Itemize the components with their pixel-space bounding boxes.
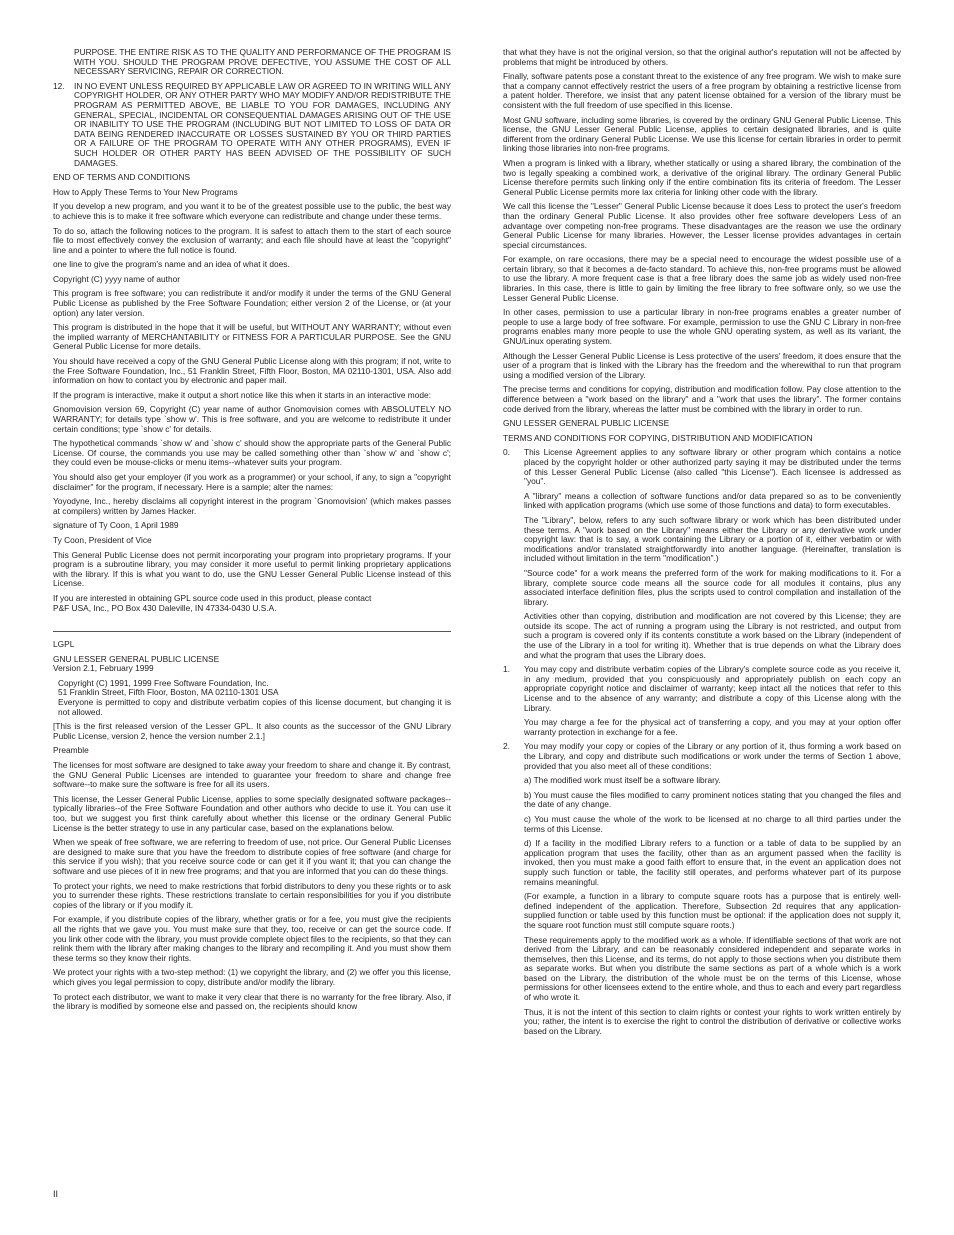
terms-heading: TERMS AND CONDITIONS FOR COPYING, DISTRIBUTION AND MODIFICATION <box>503 432 813 443</box>
end-of-terms-heading: END OF TERMS AND CONDITIONS <box>53 172 191 183</box>
section-2 <box>503 742 901 771</box>
paragraph: c) You must cause the whole of the work to be licensed at no charge to all third parties under the terms of this License. <box>524 813 901 834</box>
paragraph: (For example, a function in a library to compute square roots has a purpose that is entirely well-defined independent of the application. Therefore, Subsection 2d requires that any application-supplied function or table used by this function must be optional: if the application does not supply it, the square root function must still compute square roots.) <box>524 891 901 930</box>
paragraph: Copyright (C) yyyy name of author <box>53 273 181 284</box>
section-1 <box>503 665 901 713</box>
paragraph: You may charge a fee for the physical act of transferring a copy, and you may at your option offer warranty protection in exchange for a fee. <box>524 717 901 737</box>
preamble-heading: Preamble <box>53 745 89 756</box>
paragraph: This General Public License does not permit incorporating your program into proprietary programs. If your program is a subroutine library, you may consider it more useful to permit linking proprietary applications with the library. If this is what you want to do, use the GNU Lesser General Public License instead of this License. <box>53 549 451 589</box>
paragraph: A "library" means a collection of software functions and/or data prepared so as to be conveniently linked with application programs (which use some of those functions and data) to form executables. <box>524 490 901 511</box>
paragraph: You should also get your employer (if you work as a programmer) or your school, if any, to sign a "copyright disclaimer" for the program, if necessary. Here is a sample; alter the names: <box>53 471 451 492</box>
paragraph: one line to give the program's name and an idea of what it does. <box>53 259 290 270</box>
contact-address: P&F USA, Inc., PO Box 430 Daleville, IN 47334-0430 U.S.A. <box>53 602 277 613</box>
paragraph: To protect your rights, we need to make restrictions that forbid distributors to deny you these rights or to ask you to surrender these rights. These restrictions translate to certain responsibilities for you if you distribute copies of the library or if you modify it. <box>53 880 451 910</box>
paragraph: If the program is interactive, make it output a short notice like this when it starts in an interactive mode: <box>53 389 431 400</box>
copyright-permission: Everyone is permitted to copy and distribute verbatim copies of this license document, but changing it is not allowed. <box>58 697 451 717</box>
paragraph: The hypothetical commands `show w' and `show c' should show the appropriate parts of the General Public License. Of course, the commands you use may be called something other than `show w' and `show c'; they could even be mouse-clicks or menu items--whatever suits your program. <box>53 438 451 468</box>
lgpl-title-block <box>53 655 451 674</box>
section-text: You may copy and distribute verbatim copies of the Library's complete source code as you receive it, in any medium, provided that you conspicuously and appropriately publish on each copy an appropriate copyright notice and disclaimer of warranty; keep intact all the notices that refer to this License and to the absence of any warranty; and distribute a copy of this License along with the Library. <box>524 664 901 713</box>
paragraph: Most GNU software, including some libraries, is covered by the ordinary GNU General Public License. This license, the GNU Lesser General Public License, applies to certain designated libraries, and is quite different from the ordinary General Public License. We use this license for certain libraries in order to permit linking those libraries into non-free programs. <box>503 114 901 154</box>
paragraph: Finally, software patents pose a constant threat to the existence of any free program. We wish to make sure that a company cannot effectively restrict the users of a free program by obtaining a restrictive license from a patent holder. Therefore, we insist that any patent license obtained for a version of the library must be consistent with the full freedom of use specified in this license. <box>503 71 901 110</box>
how-to-apply-heading: How to Apply These Terms to Your New Programs <box>53 186 238 197</box>
paragraph: When a program is linked with a library, whether statically or using a shared library, the combination of the two is legally speaking a combined work, a derivative of the original library. The ordinary General Public License therefore permits such linking only if the entire combination fits its criteria of freedom. The Lesser General Public License permits more lax criteria for linking other code with the library. <box>503 157 901 197</box>
clause-number: 12. <box>53 80 65 91</box>
paragraph: Although the Lesser General Public License is Less protective of the users' freedom, it does ensure that the user of a program that is linked with the Library has the freedom and the wherewithal to run that program using a modified version of the Library. <box>503 350 901 380</box>
paragraph: b) You must cause the files modified to carry prominent notices stating that you changed the files and the date of any change. <box>524 789 901 810</box>
section-number: 1. <box>503 664 510 675</box>
paragraph: The licenses for most software are designed to take away your freedom to share and change it. By contrast, the GNU General Public Licenses are intended to guarantee your freedom to share and change free software--to make sure the software is free for all its users. <box>53 760 451 790</box>
copyright-block <box>53 679 451 717</box>
paragraph: For example, if you distribute copies of the library, whether gratis or for a fee, you must give the recipients all the rights that we gave you. You must make sure that they, too, receive or can get the source code. If you link other code with the library, you must provide complete object files to the recipients, so that they can relink them with the library after making changes to the library and recompiling it. And you must show them these terms so they know their rights. <box>53 914 451 963</box>
paragraph: If you develop a new program, and you want it to be of the greatest possible use to the public, the best way to achieve this is to make it free software which everyone can redistribute and change under these terms. <box>53 201 451 221</box>
right-column <box>503 48 901 1041</box>
section-divider <box>53 631 451 632</box>
paragraph: d) If a facility in the modified Library refers to a function or a table of data to be supplied by an application program that uses the facility, other than as an argument passed when the facility is invoked, then you must make a good faith effort to ensure that, in the event an application does not supply such function or table, the facility still operates, and performs whatever part of its purpose remains meaningful. <box>524 838 901 887</box>
paragraph: Gnomovision version 69, Copyright (C) year name of author Gnomovision comes with ABSOLUTELY NO WARRANTY; for details type `show w'. This is free software, and you are welcome to redistribute it under certain conditions; type `show c' for details. <box>53 404 451 434</box>
version-note: [This is the first released version of the Lesser GPL. It also counts as the successor of the GNU Library Public License, version 2, hence the version number 2.1.] <box>53 721 451 741</box>
section-number: 2. <box>503 741 510 752</box>
paragraph: You should have received a copy of the GNU General Public License along with this program; if not, write to the Free Software Foundation, Inc., 51 Franklin Street, Fifth Floor, Boston, MA 02110-1301, USA. Also add information on how to contact you by electronic and paper mail. <box>53 356 451 386</box>
paragraph: This license, the Lesser General Public License, applies to some specially designated software packages--typically libraries--of the Free Software Foundation and other authors who decide to use it. You can use it too, but we suggest you first think carefully about whether this license or the ordinary General Public License is the better strategy to use in any particular case, based on the explanations below. <box>53 793 451 833</box>
lgpl-heading: GNU LESSER GENERAL PUBLIC LICENSE <box>503 418 670 429</box>
copyright-address: 51 Franklin Street, Fifth Floor, Boston, MA 02110-1301 USA <box>58 687 279 698</box>
lgpl-title: GNU LESSER GENERAL PUBLIC LICENSE <box>53 653 220 664</box>
paragraph: Activities other than copying, distribution and modification are not covered by this License; they are outside its scope. The act of running a program using the Library is not restricted, and output from such a program is covered only if its contents constitute a work based on the Library (independent of the use of the Library in a tool for writing it). Whether that is true depends on what the Library does and what the program that uses the Library does. <box>524 611 901 660</box>
clause-12 <box>53 82 451 168</box>
warranty-continuation: PURPOSE. THE ENTIRE RISK AS TO THE QUALITY AND PERFORMANCE OF THE PROGRAM IS WITH YOU. SHOULD THE PROGRAM PROVE DEFECTIVE, YOU ASSUME THE COST OF ALL NECESSARY SERVICING, REPAIR OR CORRECTION. <box>74 47 451 77</box>
paragraph: We call this license the "Lesser" General Public License because it does Less to protect the user's freedom than the ordinary General Public License. It also provides other free software developers Less of an advantage over competing non-free programs. These disadvantages are the reason we use the ordinary General Public License for many libraries. However, the Lesser license provides advantages in certain special circumstances. <box>503 201 901 250</box>
section-number: 0. <box>503 447 510 458</box>
paragraph: These requirements apply to the modified work as a whole. If identifiable sections of that work are not derived from the Library, and can be reasonably considered independent and separate works in themselves, then this License, and its terms, do not apply to those sections when you distribute them as separate works. But when you distribute the same sections as part of a whole which is a work based on the Library, the distribution of the whole must be on the terms of this License, whose permissions for other licensees extend to the entire whole, and thus to each and every part regardless of who wrote it. <box>524 934 901 1003</box>
paragraph: Yoyodyne, Inc., hereby disclaims all copyright interest in the program `Gnomovision' (which makes passes at compilers) written by James Hacker. <box>53 496 451 516</box>
copyright-line: Copyright (C) 1991, 1999 Free Software Foundation, Inc. <box>58 677 269 688</box>
section-text: You may modify your copy or copies of the Library or any portion of it, thus forming a work based on the Library, and copy and distribute such modifications or work under the terms of Section 1 above, provided that you also meet all of these conditions: <box>524 741 901 771</box>
paragraph: This program is distributed in the hope that it will be useful, but WITHOUT ANY WARRANTY; without even the implied warranty of MERCHANTABILITY or FITNESS FOR A PARTICULAR PURPOSE. See the GNU General Public License for more details. <box>53 322 451 352</box>
page-number: II <box>53 1189 59 1199</box>
section-text: This License Agreement applies to any software library or other program which contains a notice placed by the copyright holder or other authorized party saying it may be distributed under the terms of this Lesser General Public License (also called "this License"). Each licensee is addressed as "you". <box>524 447 901 487</box>
source-contact <box>53 594 451 613</box>
paragraph: "Source code" for a work means the preferred form of the work for making modifications to it. For a library, complete source code means all the source code for all modules it contains, plus any associated interface definition files, plus the scripts used to control compilation and installation of the library. <box>524 567 901 607</box>
paragraph: In other cases, permission to use a particular library in non-free programs enables a greater number of people to use a large body of free software. For example, permission to use the GNU C Library in non-free programs enables many more people to use the whole GNU operating system, as well as its variant, the GNU/Linux operating system. <box>503 307 901 347</box>
paragraph: The precise terms and conditions for copying, distribution and modification follow. Pay close attention to the difference between a "work based on the library" and a "work that uses the library". The former contains code derived from the library, whereas the latter must be combined with the library in order to run. <box>503 384 901 414</box>
left-column <box>53 48 451 1017</box>
paragraph: When we speak of free software, we are referring to freedom of use, not price. Our General Public Licenses are designed to make sure that you have the freedom to distribute copies of free software (and charge for this service if you wish); that you receive source code or can get it if you want it; that you can change the software and use pieces of it in new free programs; and that you are informed that you can do these things. <box>53 837 451 876</box>
clause-text: IN NO EVENT UNLESS REQUIRED BY APPLICABLE LAW OR AGREED TO IN WRITING WILL ANY COPYRIGHT HOLDER, OR ANY OTHER PARTY WHO MAY MODIFY AND/OR REDISTRIBUTE THE PROGRAM AS PERMITTED ABOVE, BE LIABLE TO YOU FOR DAMAGES, INCLUDING ANY GENERAL, SPECIAL, INCIDENTAL OR CONSEQUENTIAL DAMAGES ARISING OUT OF THE USE OR INABILITY TO USE THE PROGRAM (INCLUDING BUT NOT LIMITED TO LOSS OF DATA OR DATA BEING RENDERED INACCURATE OR LOSSES SUSTAINED BY YOU OR THIRD PARTIES OR A FAILURE OF THE PROGRAM TO OPERATE WITH ANY OTHER PROGRAMS), EVEN IF SUCH HOLDER OR OTHER PARTY HAS BEEN ADVISED OF THE POSSIBILITY OF SUCH DAMAGES. <box>74 80 451 168</box>
lgpl-label: LGPL <box>53 639 75 650</box>
paragraph: We protect your rights with a two-step method: (1) we copyright the library, and (2) we offer you this license, which gives you legal permission to copy, distribute and/or modify the library. <box>53 967 451 987</box>
paragraph: Thus, it is not the intent of this section to claim rights or contest your rights to work written entirely by you; rather, the intent is to exercise the right to control the distribution of derivative or collective works based on the Library. <box>524 1006 901 1036</box>
paragraph: that what they have is not the original version, so that the original author's reputation will not be affected by problems that might be introduced by others. <box>503 47 901 67</box>
paragraph: To do so, attach the following notices to the program. It is safest to attach them to the start of each source file to most effectively convey the exclusion of warranty; and each file should have at least the "copyright" line and a pointer to where the full notice is found. <box>53 225 451 255</box>
paragraph: The "Library", below, refers to any such software library or work which has been distributed under these terms. A "work based on the Library" means either the Library or any derivative work under copyright law: that is to say, a work containing the Library or a portion of it, either verbatim or with modifications and/or translated straightforwardly into another language. (Hereinafter, translation is included without limitation in the term "modification".) <box>524 514 901 564</box>
contact-line: If you are interested in obtaining GPL source code used in this product, please contact <box>53 592 372 603</box>
section-0 <box>503 448 901 486</box>
paragraph: Ty Coon, President of Vice <box>53 534 152 545</box>
paragraph: For example, on rare occasions, there may be a special need to encourage the widest possible use of a certain library, so that it becomes a de-facto standard. To achieve this, non-free programs must be allowed to use the library. A more frequent case is that a free library does the same job as widely used non-free libraries. In this case, there is little to gain by limiting the free library to free software only, so we use the Lesser General Public License. <box>503 254 901 303</box>
paragraph: To protect each distributor, we want to make it very clear that there is no warranty for the free library. Also, if the library is modified by someone else and passed on, the recipients should know <box>53 991 451 1012</box>
lgpl-version: Version 2.1, February 1999 <box>53 663 154 674</box>
paragraph: signature of Ty Coon, 1 April 1989 <box>53 520 179 531</box>
paragraph: This program is free software; you can redistribute it and/or modify it under the terms of the GNU General Public License as published by the Free Software Foundation; either version 2 of the License, or (at your option) any later version. <box>53 288 451 318</box>
paragraph: a) The modified work must itself be a software library. <box>524 775 721 786</box>
